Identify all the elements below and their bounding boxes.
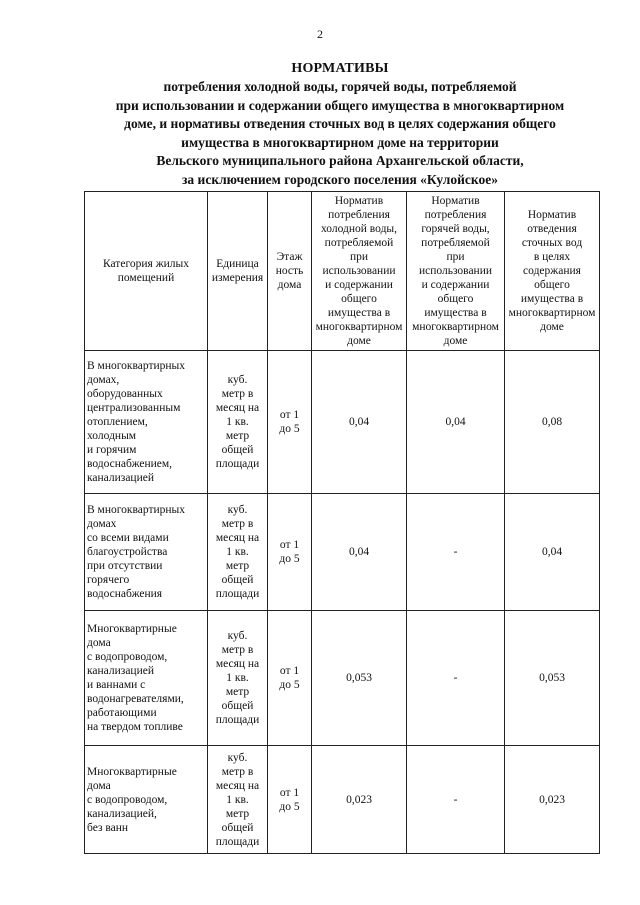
cell-hot-water: 0,04	[407, 351, 505, 494]
cell-wastewater: 0,023	[505, 746, 600, 854]
cell-unit: куб. метр в месяц на 1 кв. метр общей площади	[208, 746, 268, 854]
cell-hot-water: -	[407, 494, 505, 611]
table-row	[85, 746, 600, 854]
cell-unit: куб. метр в месяц на 1 кв. метр общей площади	[208, 611, 268, 746]
cell-wastewater: 0,04	[505, 494, 600, 611]
table-header-row	[85, 192, 600, 351]
cell-cold-water: 0,04	[312, 351, 407, 494]
document-title: НОРМАТИВЫ	[291, 61, 389, 76]
cell-wastewater: 0,08	[505, 351, 600, 494]
header-hot-water: Норматив потребления горячей воды, потребляемой при использовании и содержании общего имущества в многоквартирном доме	[407, 192, 505, 351]
cell-unit: куб. метр в месяц на 1 кв. метр общей площади	[208, 351, 268, 494]
cell-floors: от 1 до 5	[268, 494, 312, 611]
cell-cold-water: 0,023	[312, 746, 407, 854]
subtitle-line: доме, и нормативы отведения сточных вод в целях содержания общего	[124, 116, 556, 132]
subtitle-line: Вельского муниципального района Архангельской области,	[156, 153, 524, 169]
document-subtitle	[60, 78, 620, 190]
cell-category: В многоквартирных домах со всеми видами благоустройства при отсутствии горячего водоснабжения	[85, 494, 208, 611]
cell-hot-water: -	[407, 746, 505, 854]
cell-floors: от 1 до 5	[268, 611, 312, 746]
cell-cold-water: 0,053	[312, 611, 407, 746]
subtitle-line: потребления холодной воды, горячей воды, потребляемой	[163, 79, 517, 94]
cell-category: В многоквартирных домах, оборудованных централизованным отоплением, холодным и горячим водоснабжением, канализацией	[85, 351, 208, 494]
table-row	[85, 611, 600, 746]
cell-unit: куб. метр в месяц на 1 кв. метр общей площади	[208, 494, 268, 611]
header-unit: Единица измерения	[208, 192, 268, 351]
cell-cold-water: 0,04	[312, 494, 407, 611]
table-row	[85, 494, 600, 611]
subtitle-line: имущества в многоквартирном доме на территории	[181, 134, 499, 150]
header-category: Категория жилых помещений	[85, 192, 208, 351]
subtitle-line: при использовании и содержании общего имущества в многоквартирном	[115, 97, 565, 113]
page-number: 2	[317, 27, 323, 41]
table-row	[85, 351, 600, 494]
header-floors: Этаж ность дома	[268, 192, 312, 351]
cell-floors: от 1 до 5	[268, 746, 312, 854]
cell-category: Многоквартирные дома с водопроводом, канализацией, без ванн	[85, 746, 208, 854]
cell-hot-water: -	[407, 611, 505, 746]
norms-table	[84, 191, 600, 854]
subtitle-line: за исключением городского поселения «Кулойское»	[182, 171, 498, 187]
cell-floors: от 1 до 5	[268, 351, 312, 494]
cell-wastewater: 0,053	[505, 611, 600, 746]
header-wastewater: Норматив отведения сточных вод в целях содержания общего имущества в многоквартирном доме	[505, 192, 600, 351]
cell-category: Многоквартирные дома с водопроводом, канализацией и ваннами с водонагревателями, работающими на твердом топливе	[85, 611, 208, 746]
header-cold-water: Норматив потребления холодной воды, потребляемой при использовании и содержании общего имущества в многоквартирном доме	[312, 192, 407, 351]
